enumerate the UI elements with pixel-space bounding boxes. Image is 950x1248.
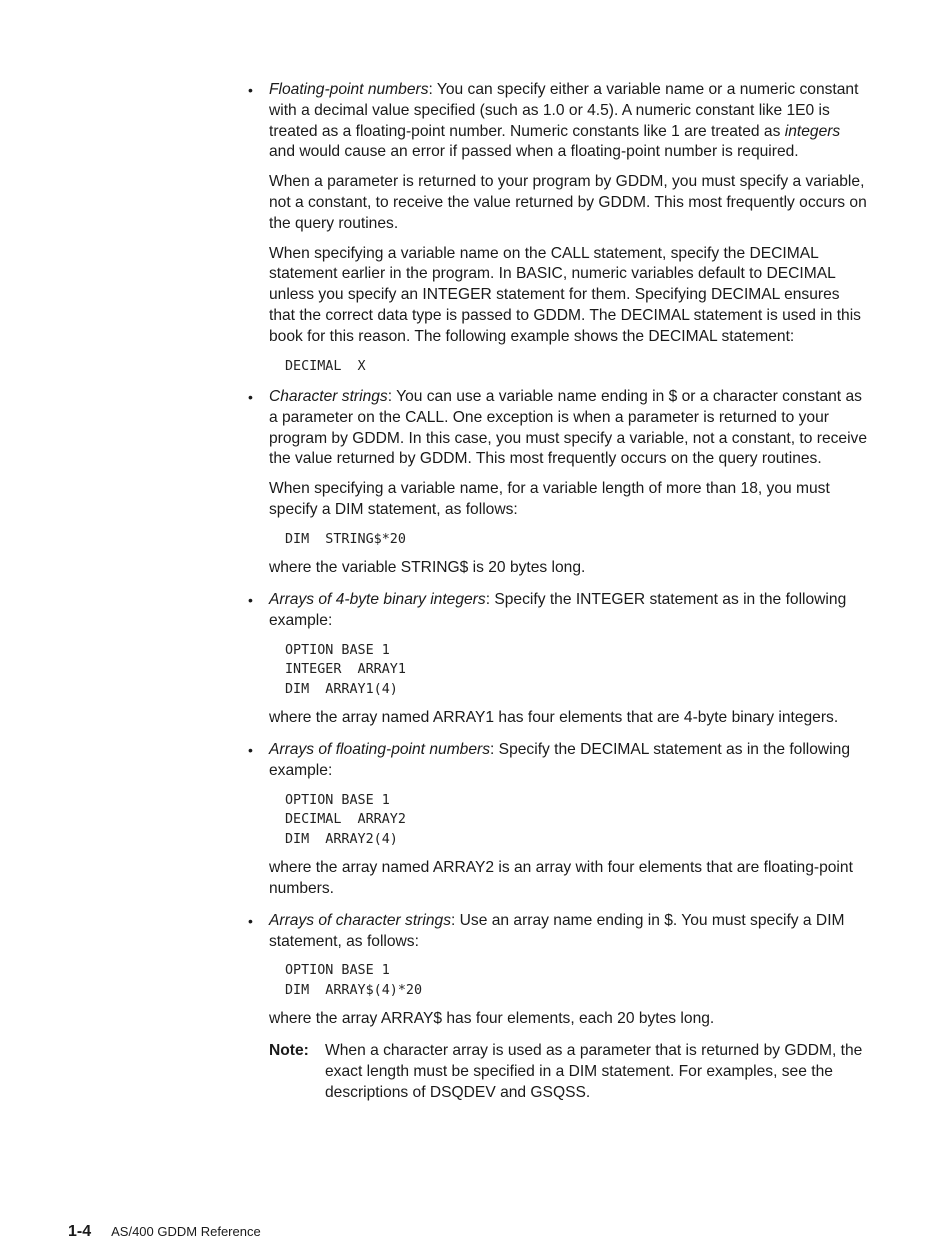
paragraph: where the variable STRING$ is 20 bytes long. (269, 559, 586, 577)
bullet-icon: • (248, 912, 253, 929)
note-label: Note: (269, 1042, 309, 1060)
page-footer (68, 1222, 261, 1243)
text: : You can use a variable name ending in $ or a character constant as a parameter on the CALL. One exception is when a parameter is returned to your program by GDDM. In this case, you must specify a variable, not a constant, to receive the value returned by GDDM. This most frequently occurs on the query routines. (269, 388, 868, 468)
bullet-icon: • (248, 592, 253, 609)
text: : Use an array name ending in $. You must specify a DIM statement, as follows: (269, 911, 845, 950)
book-title: AS/400 GDDM Reference (111, 1224, 261, 1239)
list-item (248, 911, 869, 1104)
paragraph: where the array ARRAY$ has four elements, each 20 bytes long. (269, 1010, 715, 1028)
paragraph (269, 80, 869, 163)
emphasis: integers (784, 122, 841, 140)
code-block: OPTION BASE 1 INTEGER ARRAY1 DIM ARRAY1(4) (285, 642, 406, 697)
note (269, 1041, 869, 1103)
text: : Specify the INTEGER statement as in the following example: (269, 591, 847, 629)
code-block: DIM STRING$*20 (285, 531, 406, 547)
term: Arrays of floating-point numbers (269, 741, 491, 759)
list-item (248, 80, 869, 376)
paragraph (269, 911, 869, 953)
paragraph: When specifying a variable name, for a variable length of more than 18, you must specify a DIM statement, as follows: (269, 480, 830, 519)
list-item (248, 590, 869, 729)
list-item (248, 740, 869, 900)
paragraph: When specifying a variable name on the CALL statement, specify the DECIMAL statement earlier in the program. In BASIC, numeric variables default to DECIMAL unless you specify an INTEGER statement for them. Specifying DECIMAL ensures that the correct data type is passed to GDDM. The DECIMAL statement is used in this book for this reason. The following example shows the DECIMAL statement: (269, 244, 861, 345)
text: : Specify the DECIMAL statement as in the following example: (269, 741, 850, 779)
list-item (248, 387, 869, 579)
body-content (248, 80, 869, 1115)
term: Floating-point numbers (269, 81, 429, 98)
paragraph (269, 590, 869, 632)
paragraph: When a parameter is returned to your program by GDDM, you must specify a variable, not a constant, to receive the value returned by GDDM. This most frequently occurs on the query routines. (269, 173, 867, 232)
paragraph: where the array named ARRAY1 has four elements that are 4-byte binary integers. (269, 709, 839, 727)
term: Arrays of character strings (269, 911, 451, 929)
term: Character strings (269, 388, 388, 406)
paragraph: where the array named ARRAY2 is an array with four elements that are floating-point numbers. (269, 859, 853, 897)
code-block: OPTION BASE 1 DECIMAL ARRAY2 DIM ARRAY2(4) (285, 792, 406, 847)
text: : You can specify either a variable name or a numeric constant with a decimal value specified (such as 1.0 or 4.5). A numeric constant like 1E0 is treated as a floating-point number. Numeric constants like 1 are treated as (269, 81, 859, 140)
text: and would cause an error if passed when a floating-point number is required. (269, 143, 799, 161)
paragraph (269, 740, 869, 782)
bullet-icon: • (248, 82, 253, 98)
note-text: When a character array is used as a parameter that is returned by GDDM, the exact length must be specified in a DIM statement. For examples, see the descriptions of DSQDEV and GSQSS. (325, 1042, 863, 1101)
term: Arrays of 4-byte binary integers (269, 591, 486, 609)
bullet-icon: • (248, 742, 253, 759)
bullet-icon: • (248, 389, 253, 406)
code-block: OPTION BASE 1 DIM ARRAY$(4)*20 (285, 963, 423, 998)
paragraph (269, 387, 869, 470)
page-number: 1-4 (68, 1223, 92, 1240)
code-block: DECIMAL X (285, 358, 366, 374)
